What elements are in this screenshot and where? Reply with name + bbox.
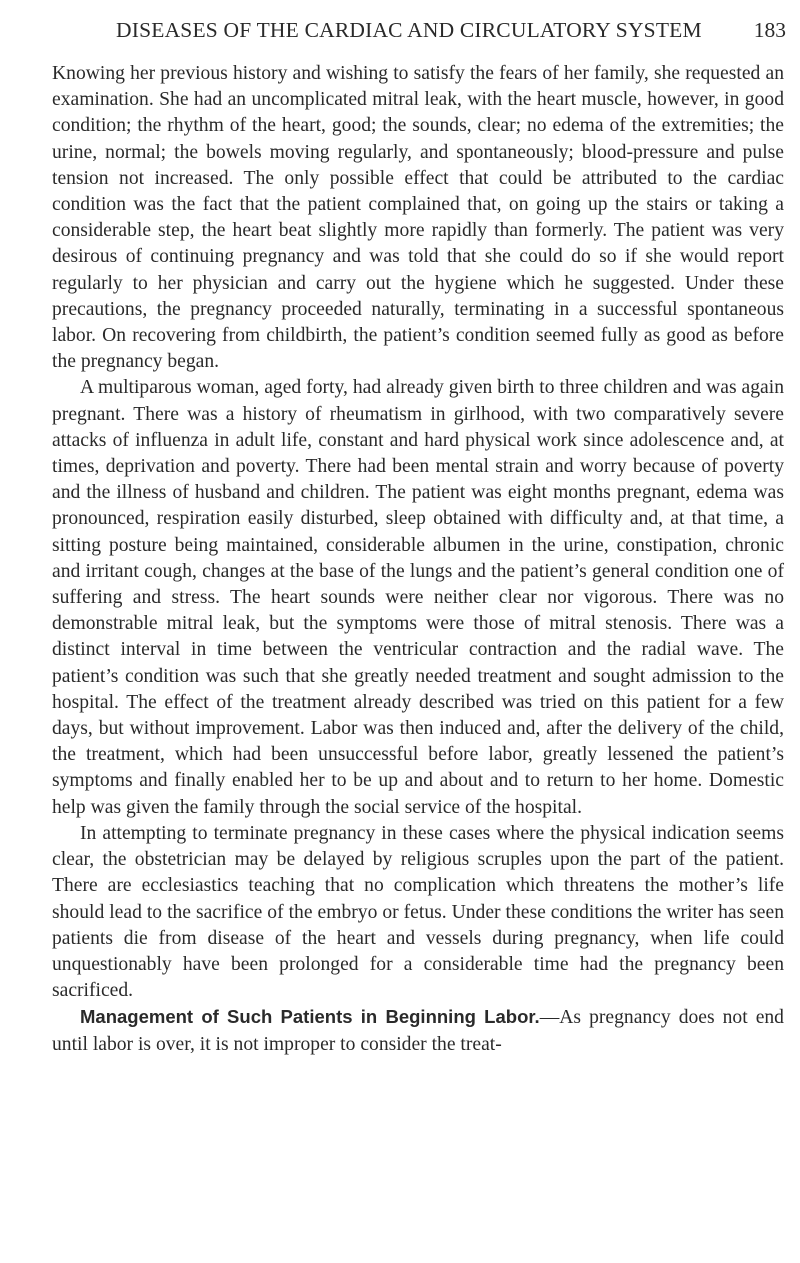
page-number: 183 bbox=[753, 18, 786, 42]
running-head bbox=[116, 10, 786, 50]
section-text: —As pregnancy does not end until labor is over, it is not improper to consider the treat- bbox=[52, 1007, 784, 1055]
paragraph-4 bbox=[52, 1004, 784, 1057]
running-title: DISEASES OF THE CARDIAC AND CIRCULATORY SYSTEM bbox=[116, 18, 702, 42]
section-heading: Management of Such Patients in Beginning Labor. bbox=[80, 1006, 540, 1028]
paragraph-3: In attempting to terminate pregnancy in these cases where the physical indication seems clear, the obstetrician may be delayed by religious scruples upon the part of the patient. There are ecclesiastics teaching that no complication which threatens the mother’s life should lead to the sacrifice of the embryo or fetus. Under these conditions the writer has seen patients die from disease of the heart and vessels during pregnancy, when life could unquestionably have been prolonged for a considerable time had the pregnancy been sacrificed. bbox=[52, 822, 784, 1002]
paragraph-2: A multiparous woman, aged forty, had already given birth to three children and was again pregnant. There was a history of rheumatism in girlhood, with two comparatively severe attacks of influenza in adult life, constant and hard physical work since adolescence and, at times, deprivation and poverty. There had been mental strain and worry because of poverty and the illness of husband and children. The patient was eight months pregnant, edema was pronounced, respiration easily disturbed, sleep obtained with difficulty and, at that time, a sitting posture being maintained, considerable albumen in the urine, constipation, chronic and irritant cough, changes at the base of the lungs and the patient’s general condition one of suffering and stress. The heart sounds were neither clear nor vigorous. There was no demonstrable mitral leak, but the symptoms were those of mitral stenosis. There was a distinct interval in time between the ventricular contraction and the radial wave. The patient’s condition was such that she greatly needed treatment and sought admission to the hospital. The effect of the treatment already described was tried on this patient for a few days, but without improvement. Labor was then induced and, after the delivery of the child, the treatment, which had been unsuccessful before labor, greatly lessened the patient’s symptoms and finally enabled her to be up and about and to return to her home. Domestic help was given the family through the social service of the hospital. bbox=[52, 377, 784, 818]
body-text bbox=[52, 61, 784, 1058]
paragraph-1: Knowing her previous history and wishing to satisfy the fears of her family, she requested an examination. She had an uncomplicated mitral leak, with the heart muscle, however, in good condition; the rhythm of the heart, good; the sounds, clear; no edema of the extremities; the urine, normal; the bowels moving regularly, and spontaneously; blood-pressure and pulse tension not increased. The only possible effect that could be attributed to the cardiac condition was the fact that the patient complained that, on going up the stairs or taking a considerable step, the heart beat slightly more rapidly than formerly. The patient was very desirous of continuing pregnancy and was told that she could do so if she would report regularly to her physician and carry out the hygiene which he suggested. Under these precautions, the pregnancy proceeded naturally, terminating in a successful spontaneous labor. On recovering from childbirth, the patient’s condition seemed fully as good as before the pregnancy began. bbox=[52, 63, 784, 373]
